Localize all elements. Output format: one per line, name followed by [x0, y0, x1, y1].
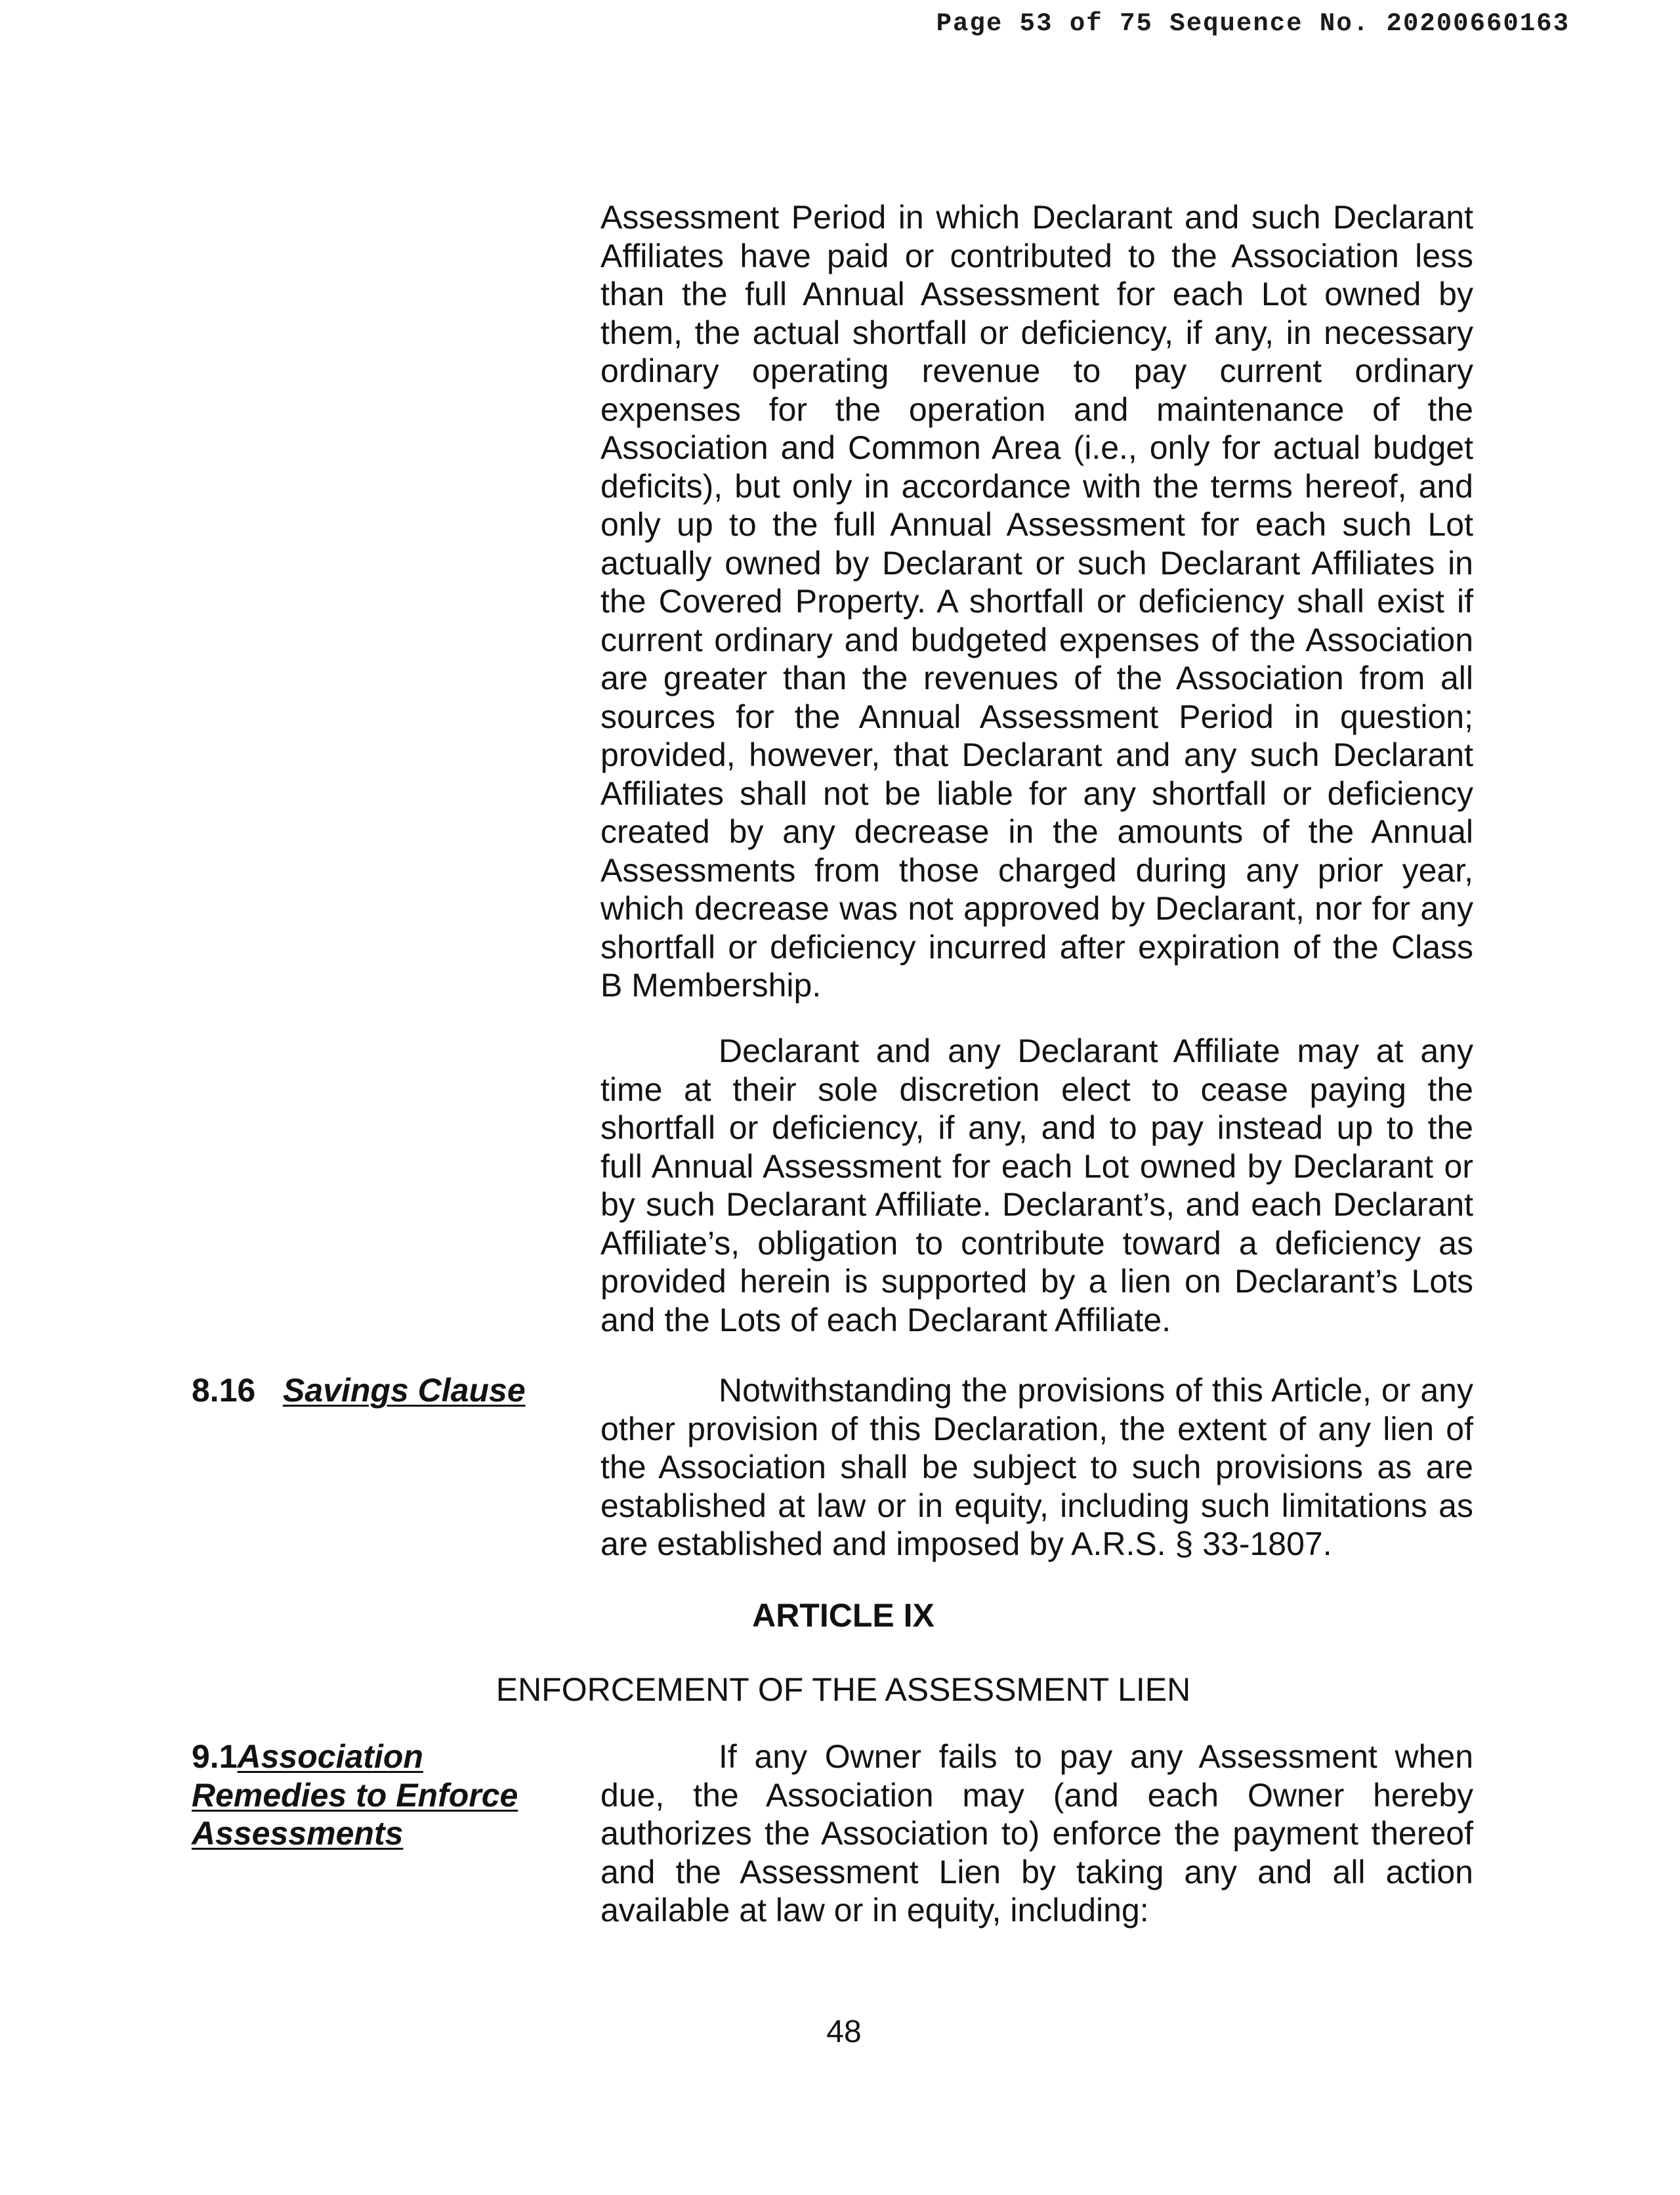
cease-paying-paragraph-text: Declarant and any Declarant Affiliate may at any time at their sole discretion elect to cease paying the shortfall or deficiency, if any, and to pay instead up to the full Annual Assessment for each Lot owned by Declarant or by such Declarant Affiliate. Declarant’s, and each Declarant Affiliate’s, obligation to contribute toward a deficiency as provided herein is supported by a lien on Declarant’s Lots and the Lots of each Declarant Affiliate.	[600, 1033, 1473, 1338]
page-sequence-stamp: Page 53 of 75 Sequence No. 20200660163	[936, 9, 1570, 38]
cease-paying-paragraph	[600, 1032, 1473, 1339]
section-9-1-title-line-2: Remedies to Enforce	[192, 1776, 518, 1814]
section-9-1-title-line-3: Assessments	[192, 1815, 404, 1852]
section-8-16-number: 8.16	[192, 1372, 256, 1409]
section-9-1-text: If any Owner fails to pay any Assessment when due, the Association may (and each Owner hereby authorizes the Association to) enforce the payment thereof and the Assessment Lien by taking any and all action available at law or in equity, including:	[600, 1738, 1473, 1929]
section-9-1-heading	[192, 1737, 518, 1853]
section-8-16-heading	[192, 1371, 526, 1410]
section-9-1-body	[600, 1737, 1473, 1930]
article-subheading: ENFORCEMENT OF THE ASSESSMENT LIEN	[495, 1671, 1191, 1708]
section-9-1-number: 9.1	[192, 1738, 238, 1775]
section-8-16-title: Savings Clause	[283, 1372, 526, 1409]
article-heading: ARTICLE IX	[752, 1597, 934, 1634]
page-number: 48	[826, 2014, 862, 2049]
continued-paragraph	[600, 198, 1473, 1005]
section-8-16-body	[600, 1371, 1473, 1564]
continued-paragraph-text: Assessment Period in which Declarant and such Declarant Affiliates have paid or contributed to the Association less than the full Annual Assessment for each Lot owned by them, the actual shortfall or deficiency, if any, in necessary ordinary operating revenue to pay current ordinary expenses for the operation and maintenance of the Association and Common Area (i.e., only for actual budget deficits), but only in accordance with the terms hereof, and only up to the full Annual Assessment for each such Lot actually owned by Declarant or such Declarant Affiliates in the Covered Property. A shortfall or deficiency shall exist if current ordinary and budgeted expenses of the Association are greater than the revenues of the Association from all sources for the Annual Assessment Period in question; provided, however, that Declarant and any such Declarant Affiliates shall not be liable for any shortfall or deficiency created by any decrease in the amounts of the Annual Assessments from those charged during any prior year, which decrease was not approved by Declarant, nor for any shortfall or deficiency incurred after expiration of the Class B Membership.	[600, 199, 1473, 1004]
section-9-1-title-line-1: Association	[237, 1738, 423, 1775]
section-8-16-text: Notwithstanding the provisions of this Article, or any other provision of this Declaration, the extent of any lien of the Association shall be subject to such provisions as are established at law or in equity, including such limitations as are established and imposed by A.R.S. § 33-1807.	[600, 1372, 1473, 1562]
